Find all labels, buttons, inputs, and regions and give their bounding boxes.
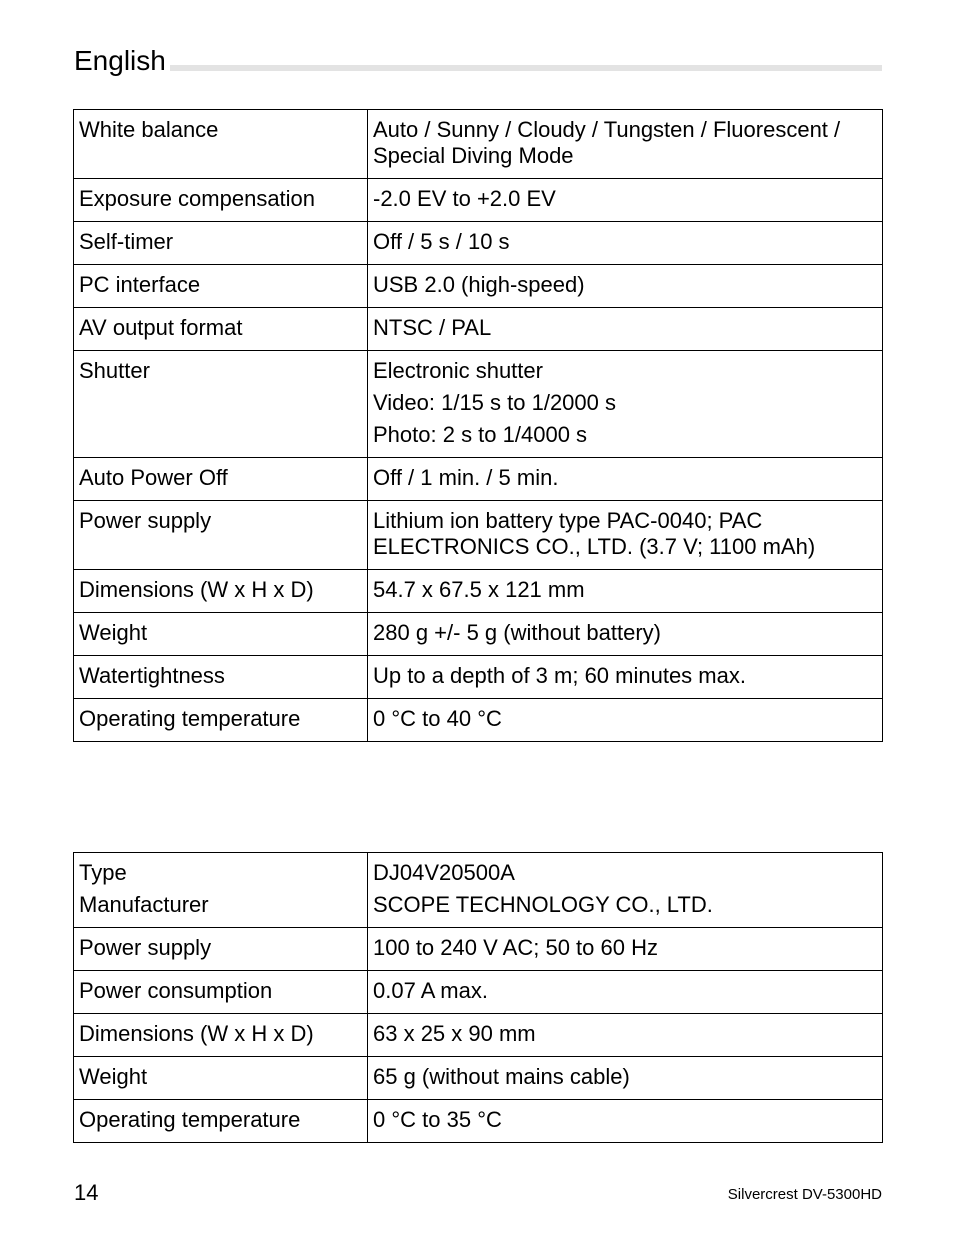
spec-label-line: Type: [79, 860, 127, 885]
spec-value: 0.07 A max.: [368, 971, 883, 1014]
table-row: [74, 458, 883, 501]
spec-label: Weight: [74, 1057, 368, 1100]
spec-value-line: Video: 1/15 s to 1/2000 s: [373, 390, 616, 415]
table-row: [74, 179, 883, 222]
table-row: [74, 613, 883, 656]
header-divider: [74, 65, 882, 71]
spec-label-line: Manufacturer: [79, 892, 209, 917]
section-title: English: [74, 44, 170, 78]
table-row: [74, 1100, 883, 1143]
table-row: [74, 1014, 883, 1057]
spec-label: Self-timer: [74, 222, 368, 265]
spec-value: 280 g +/- 5 g (without battery): [368, 613, 883, 656]
spec-value-line: DJ04V20500A: [373, 860, 515, 885]
spec-label: Power consumption: [74, 971, 368, 1014]
spec-value-line: Auto / Sunny / Cloudy / Tungsten / Fluorescent /: [373, 117, 841, 142]
page-number: 14: [74, 1180, 99, 1205]
spec-label: Dimensions (W x H x D): [74, 1014, 368, 1057]
spec-value: -2.0 EV to +2.0 EV: [368, 179, 883, 222]
spec-value-line: SCOPE TECHNOLOGY CO., LTD.: [373, 892, 713, 917]
spec-value: Up to a depth of 3 m; 60 minutes max.: [368, 656, 883, 699]
table-row: [74, 265, 883, 308]
table-row: [74, 699, 883, 742]
spec-value: [368, 853, 883, 928]
spec-value: Off / 5 s / 10 s: [368, 222, 883, 265]
spec-value: 65 g (without mains cable): [368, 1057, 883, 1100]
spec-value: 0 °C to 40 °C: [368, 699, 883, 742]
spec-label: Auto Power Off: [74, 458, 368, 501]
spec-label: Operating temperature: [74, 1100, 368, 1143]
spec-value: 63 x 25 x 90 mm: [368, 1014, 883, 1057]
spec-label: PC interface: [74, 265, 368, 308]
page-header: [74, 44, 882, 78]
table-row: [74, 928, 883, 971]
adapter-spec-table: [73, 852, 883, 1143]
table-row: [74, 501, 883, 570]
table-row: [74, 222, 883, 265]
spec-value-line: ELECTRONICS CO., LTD. (3.7 V; 1100 mAh): [373, 534, 816, 559]
spec-label: [74, 853, 368, 928]
spec-label: Dimensions (W x H x D): [74, 570, 368, 613]
spec-value: NTSC / PAL: [368, 308, 883, 351]
spec-value-line: Special Diving Mode: [373, 143, 574, 168]
spec-value-line: Electronic shutter: [373, 358, 543, 383]
spec-value: 54.7 x 67.5 x 121 mm: [368, 570, 883, 613]
table-row: [74, 570, 883, 613]
table-row: [74, 971, 883, 1014]
spec-label: Weight: [74, 613, 368, 656]
spec-value: [368, 110, 883, 179]
spec-value: [368, 501, 883, 570]
table-row: [74, 308, 883, 351]
spec-value: 100 to 240 V AC; 50 to 60 Hz: [368, 928, 883, 971]
table-row: [74, 1057, 883, 1100]
spec-value: Off / 1 min. / 5 min.: [368, 458, 883, 501]
spec-value-line: Lithium ion battery type PAC-0040; PAC: [373, 508, 763, 533]
camera-spec-table: [73, 109, 883, 742]
spec-label: Power supply: [74, 501, 368, 570]
spec-value: 0 °C to 35 °C: [368, 1100, 883, 1143]
spec-label: Shutter: [74, 351, 368, 458]
spec-label: Power supply: [74, 928, 368, 971]
spec-label: Exposure compensation: [74, 179, 368, 222]
spec-label: Operating temperature: [74, 699, 368, 742]
spec-label: AV output format: [74, 308, 368, 351]
spec-value: [368, 351, 883, 458]
table-row: [74, 110, 883, 179]
spec-value-line: Photo: 2 s to 1/4000 s: [373, 422, 588, 447]
spec-label: Watertightness: [74, 656, 368, 699]
model-name: Silvercrest DV-5300HD: [727, 1186, 882, 1203]
spec-value: USB 2.0 (high-speed): [368, 265, 883, 308]
table-row: [74, 853, 883, 928]
table-row: [74, 351, 883, 458]
table-row: [74, 656, 883, 699]
spec-label: White balance: [74, 110, 368, 179]
